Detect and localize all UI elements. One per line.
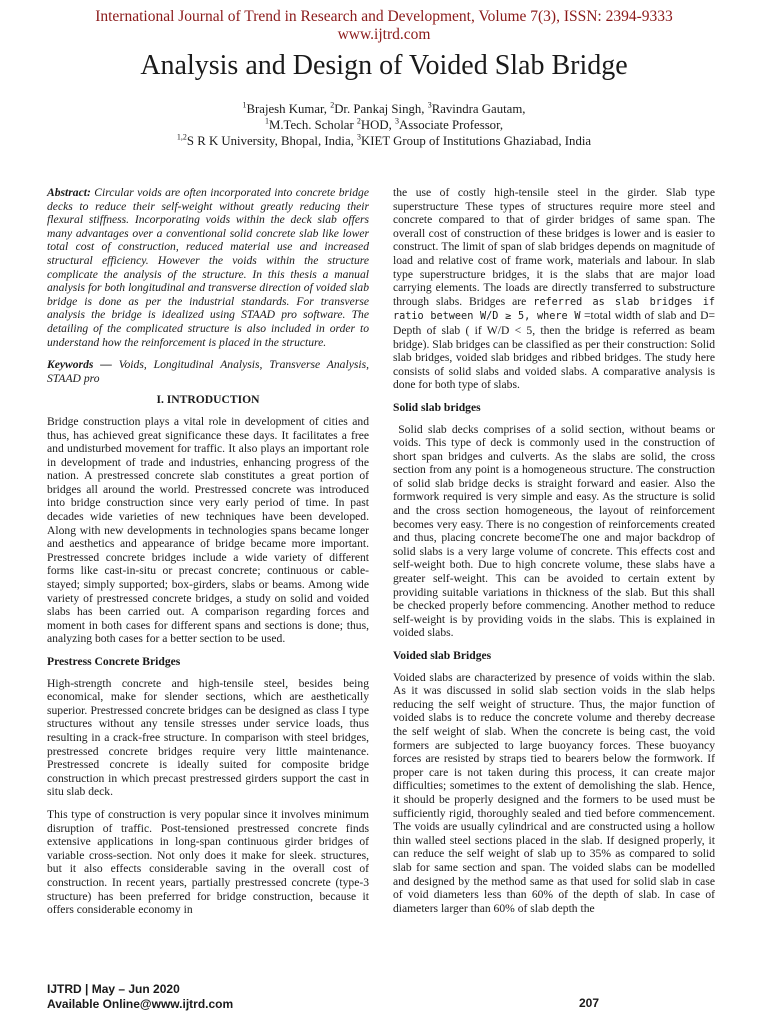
- paper-title: Analysis and Design of Voided Slab Bridge: [140, 50, 628, 81]
- paragraph: [393, 186, 715, 392]
- affiliation-mark: 3: [357, 132, 362, 142]
- paragraph: Bridge construction plays a vital role in development of cities and thus, has achieved great significance these days. It facilitates a free and undisturbed movement for traffic. It also plays an important role in development of trade and industries, enhancing progress of the nation. A prestressed concrete slab constitutes a great portion of bridges all around the world. Prestressed concrete was introduced into bridge construction since very early period of time. In past decades wide varieties of new techniques have been developed. Along with new developments in technologies spans became longer and aesthetics and appearance of bridge became more important. Prestressed concrete bridges include a wide variety of different forms like cast-in-situ or precast concrete; continuous or cable-stayed; simply supported; box-girders, slabs or beams. Among wide variety of prestressed concrete bridges, a study on solid and voided slabs has been carried out. A comparison regarding forces and moment in both cases for different spans and sections is done; thus, analyzing both cases for a better section to be used.: [47, 414, 369, 646]
- affiliation-mark: 1: [264, 116, 269, 126]
- journal-header: [0, 8, 768, 44]
- abstract-text: Circular voids are often incorporated into concrete bridge decks to reduce their self-weight without greatly reducing their flexural stiffness. Incorporating voids within the deck slab offers many advantages over a conventional solid concrete slab like lower total cost of construction, reduced material use and increased structural efficiency. However the voids within the structure complicate the analysis of the structure. In this thesis a manual analysis for both longitudinal and transverse direction of voided slab bridge is done as per the industrial standards. For transverse analysis the bridge is idealized using STAAD pro software. The detailing of the complicated structure is also included in order to understand how the reinforcement is placed in the structure.: [47, 186, 369, 349]
- left-column: [47, 186, 369, 926]
- affiliation-mark: 2: [356, 116, 361, 126]
- affiliation-mark: 3: [395, 116, 400, 126]
- keywords-text: Voids, Longitudinal Analysis, Transverse Analysis, STAAD pro: [47, 358, 369, 385]
- paragraph: Solid slab decks comprises of a solid section, without beams or voids. This type of deck is commonly used in the construction of short span bridges and culverts. As the slabs are solid, the cross section from any point is a homogeneous structure. The construction of solid slab bridge decks is straight forward and easier. Also the formwork required is very simple and easy. As the structure is solid and the cross section homogeneous, the layout of reinforcement becomes very easy. There is no congestion of reinforcements created and thus, placing concrete becomeThe one and major backdrop of solid slabs is a very large volume of concrete. This effects cost and self-weight both. Due to high concrete volume, these slabs have a greater self-weight. This can be avoided to certain extent by providing suitable variations in thickness of the slab. But this shall be checked properly before commencing. Another method to reduce self-weight is by providing voids in the slabs. This is explained in voided slabs.: [393, 422, 715, 640]
- subsection-heading-solid-slab: Solid slab bridges: [393, 400, 481, 414]
- institution: KIET Group of Institutions Ghaziabad, India: [361, 134, 592, 148]
- affiliation-mark: 1: [242, 100, 247, 110]
- paragraph-text: =total width of slab and D= Depth of slab ( if W/D < 5, then the bridge is referred as beam bridge). Slab bridges can be classified as per their construction: Solid slab bridges, voided slab bridges and ribbed bridges. The study here consists of solid slabs and voided slabs. A comparative analysis is done for both type of slabs.: [393, 309, 715, 392]
- slab-ratio-text: referred as slab bridges if ratio between W/D ≥ 5, where W: [393, 296, 716, 323]
- journal-website[interactable]: www.ijtrd.com: [337, 26, 431, 43]
- affiliation-mark: 3: [427, 100, 432, 110]
- keywords-label: Keywords —: [47, 358, 112, 372]
- author-name: Dr. Pankaj Singh,: [334, 102, 428, 116]
- author-block: [0, 101, 768, 149]
- journal-citation: International Journal of Trend in Research and Development, Volume 7(3), ISSN: 2394-9333: [95, 8, 673, 25]
- author-roles: [0, 117, 768, 133]
- subsection-heading-voided-slab: Voided slab Bridges: [393, 649, 492, 662]
- abstract-label: Abstract:: [47, 186, 91, 199]
- subsection-heading-prestress: Prestress Concrete Bridges: [47, 655, 181, 668]
- author-name: Brajesh Kumar,: [246, 102, 331, 116]
- paragraph-text: the use of costly high-tensile steel in the girder. Slab type superstructure These types of structures require more steel and concrete compared to that of girder bridges of same span. The overall cost of construction of these bridges is lower and is easier to construct. The limit of span of slab bridges depends on magnitude of load and relative cost of frame work, materials and labour. In slab type superstructure bridges, it is the slabs that are major load carrying elements. The loads are directly transferred to substructure through slabs. Bridges are: [393, 186, 715, 308]
- page-number: 207: [578, 996, 599, 1010]
- section-heading-introduction: I. INTRODUCTION: [156, 393, 260, 407]
- author-role: M.Tech. Scholar: [268, 118, 357, 132]
- affiliation-mark: 2: [330, 100, 335, 110]
- paragraph: High-strength concrete and high-tensile steel, besides being economical, make for slender sections, which are aesthetically superior. Prestressed concrete bridges can be designed as class I type structures without any tensile stresses under service loads, thus resulting in a crack-free structure. In comparison with steel bridges, prestressed concrete bridges require very little maintenance. Prestressed concrete is ideally suited for composite bridge construction in which precast prestressed girders support the cast in situ slab deck.: [47, 676, 369, 799]
- author-institutions: [0, 133, 768, 149]
- paragraph: Voided slabs are characterized by presence of voids within the slab. As it was discussed in solid slab section voids in the slab helps reducing the self weight of structure. Thus, the major function of voided slabs is to reduce the concrete volume and thereby decrease the self weight of slab. When the concrete is being cast, the void formers are subjected to large buoyancy forces. These buoyancy forces are resisted by straps tied to bearers below the formwork. If proper care is not taken during this process, it can create major difficulties; sometimes to the extent of demolishing the slab. Hence, it should be properly designed and the formers to be used must be sufficiently rigid, thoroughly sealed and tied before commencement. The voids are usually cylindrical and are constructed using a hollow thin walled steel sections placed in the slab. If designed properly, it can reduce the self weight of slab up to 35% as compared to solid slab for same section and span. The voided slabs can be modelled and designed by the method same as that used for solid slab in case of void diameters less than 60% of the depth of slab. In case of diameters larger than 60% of slab depth the: [393, 670, 715, 915]
- author-role: Associate Professor,: [399, 118, 504, 132]
- author-names: [0, 101, 768, 117]
- author-role: HOD,: [360, 118, 396, 132]
- right-column: [393, 186, 715, 924]
- author-name: Ravindra Gautam,: [431, 102, 526, 116]
- institution: S R K University, Bhopal, India,: [186, 134, 358, 148]
- abstract: [47, 186, 369, 349]
- affiliation-mark: 1,2: [176, 132, 187, 142]
- footer-issue: IJTRD | May – Jun 2020: [47, 982, 180, 996]
- keywords: [47, 358, 369, 385]
- page-footer: [47, 982, 721, 1012]
- paragraph: This type of construction is very popular since it involves minimum disruption of traffic. Post-tensioned prestressed concrete finds extensive applications in long-span continuous girder bridges of variable cross-section. Not only does it make for sleek. structures, but it also effects considerable saving in the overall cost of construction. In recent years, partially prestressed concrete (type-3 structure) has been preferred for bridge construction, because it offers considerable economy in: [47, 807, 369, 917]
- footer-availability: Available Online@www.ijtrd.com: [47, 997, 234, 1011]
